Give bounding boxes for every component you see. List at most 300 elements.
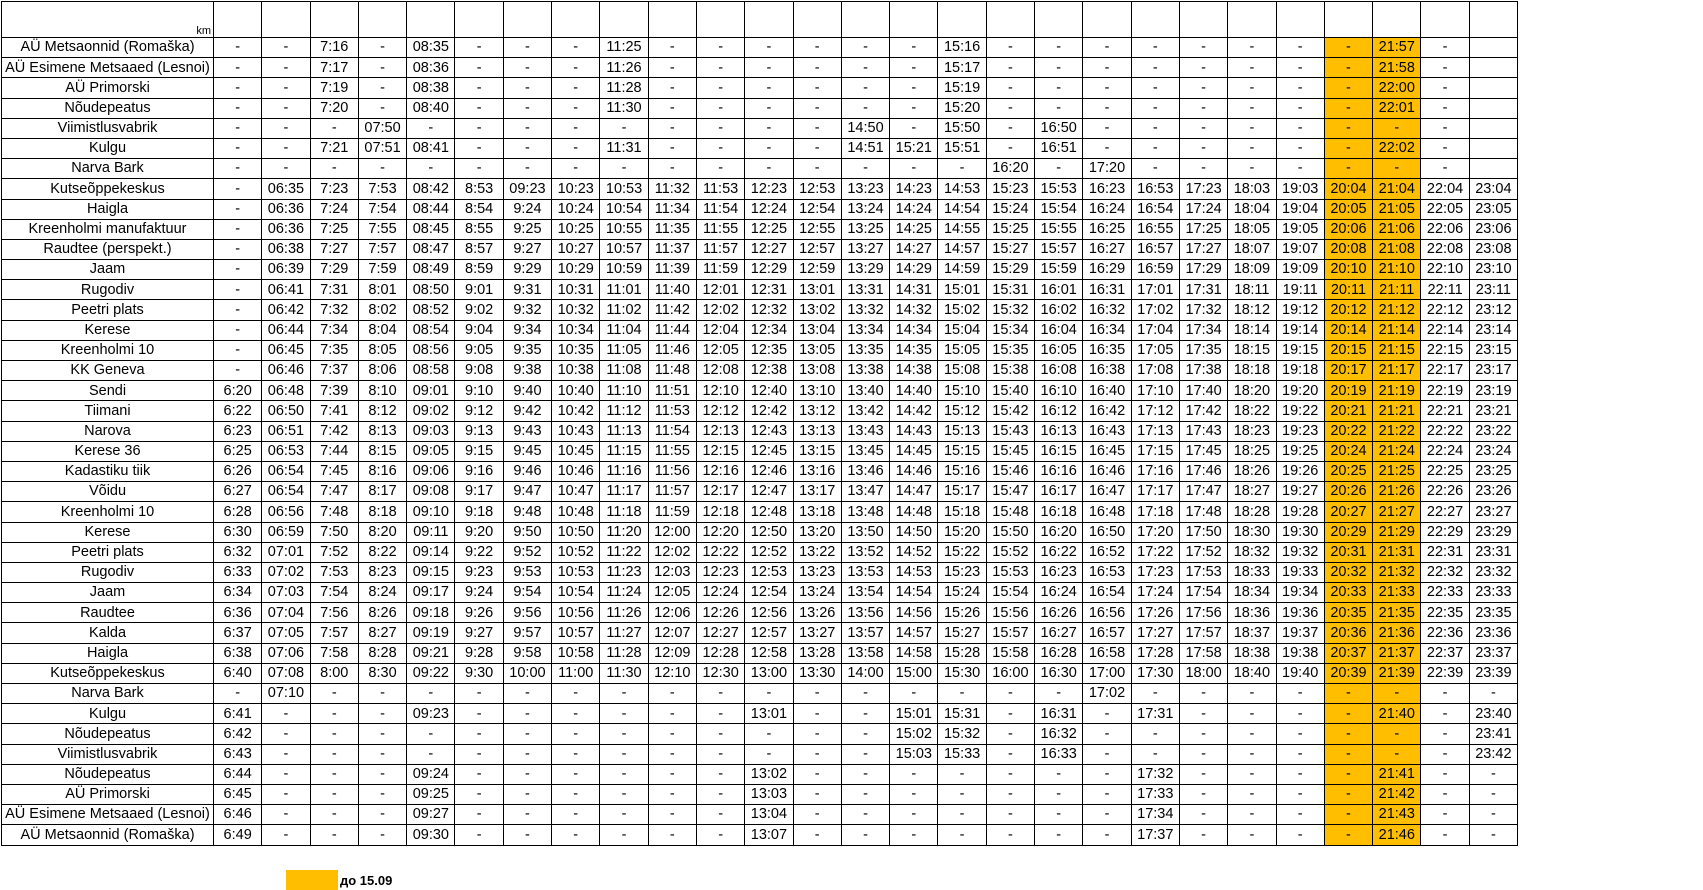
time-cell: -	[310, 118, 358, 138]
time-cell: -	[793, 784, 841, 804]
time-cell: -	[986, 684, 1034, 704]
time-cell: 15:19	[938, 78, 986, 98]
time-cell: -	[696, 784, 744, 804]
time-cell: 11:01	[600, 280, 648, 300]
time-cell: 8:20	[358, 522, 406, 542]
time-cell: 06:54	[262, 482, 310, 502]
stop-name: Kulgu	[2, 138, 214, 158]
time-cell: 20:31	[1324, 542, 1372, 562]
time-cell: 6:26	[214, 461, 262, 481]
header-cell	[986, 2, 1034, 38]
time-cell: -	[648, 138, 696, 158]
time-cell: 17:46	[1179, 461, 1227, 481]
time-cell: 20:32	[1324, 562, 1372, 582]
time-cell: -	[1373, 724, 1421, 744]
header-cell	[358, 2, 406, 38]
time-cell: 20:24	[1324, 441, 1372, 461]
table-row	[2, 159, 1518, 179]
time-cell: 7:57	[358, 239, 406, 259]
time-cell: 20:39	[1324, 663, 1372, 683]
time-cell: 16:32	[1035, 724, 1083, 744]
table-row	[2, 138, 1518, 158]
table-row	[2, 724, 1518, 744]
time-cell: 6:32	[214, 542, 262, 562]
time-cell: 23:08	[1469, 239, 1517, 259]
time-cell: 6:44	[214, 764, 262, 784]
header-cell	[600, 2, 648, 38]
time-cell: 21:58	[1373, 58, 1421, 78]
stop-name: Sendi	[2, 381, 214, 401]
time-cell: 7:45	[310, 461, 358, 481]
time-cell: 13:48	[841, 502, 889, 522]
time-cell: -	[745, 159, 793, 179]
time-cell: 15:01	[890, 704, 938, 724]
time-cell: 23:12	[1469, 300, 1517, 320]
time-cell: -	[1035, 98, 1083, 118]
time-cell: 11:05	[600, 340, 648, 360]
time-cell: 18:30	[1228, 522, 1276, 542]
time-cell	[1469, 58, 1517, 78]
time-cell: 22:06	[1421, 219, 1469, 239]
time-cell: 6:25	[214, 441, 262, 461]
time-cell: -	[1324, 784, 1372, 804]
time-cell: -	[1276, 138, 1324, 158]
time-cell: -	[455, 825, 503, 845]
time-cell: -	[1179, 118, 1227, 138]
time-cell: 19:23	[1276, 421, 1324, 441]
time-cell: 16:59	[1131, 260, 1179, 280]
time-cell: 06:45	[262, 340, 310, 360]
time-cell: 14:31	[890, 280, 938, 300]
time-cell: -	[793, 58, 841, 78]
time-cell: -	[552, 764, 600, 784]
time-cell: -	[1179, 98, 1227, 118]
time-cell: -	[1469, 825, 1517, 845]
time-cell: 15:18	[938, 502, 986, 522]
time-cell: -	[793, 138, 841, 158]
time-cell: 13:56	[841, 603, 889, 623]
time-cell: 16:15	[1035, 441, 1083, 461]
time-cell: 12:26	[696, 603, 744, 623]
time-cell: -	[986, 118, 1034, 138]
time-cell: -	[1083, 118, 1131, 138]
time-cell: 10:57	[600, 239, 648, 259]
time-cell: 21:25	[1373, 461, 1421, 481]
time-cell: 09:14	[407, 542, 455, 562]
time-cell: 15:38	[986, 361, 1034, 381]
time-cell: 22:01	[1373, 98, 1421, 118]
time-cell: -	[455, 138, 503, 158]
time-cell: -	[1421, 78, 1469, 98]
time-cell: 23:04	[1469, 179, 1517, 199]
time-cell: -	[455, 159, 503, 179]
time-cell: -	[358, 784, 406, 804]
time-cell: -	[938, 764, 986, 784]
time-cell: 6:23	[214, 421, 262, 441]
time-cell: -	[986, 38, 1034, 58]
time-cell: 21:08	[1373, 239, 1421, 259]
time-cell: 15:45	[986, 441, 1034, 461]
time-cell: 12:27	[745, 239, 793, 259]
time-cell: -	[552, 58, 600, 78]
time-cell: 13:28	[793, 643, 841, 663]
time-cell: 7:25	[310, 219, 358, 239]
time-cell: -	[1373, 744, 1421, 764]
time-cell: 11:10	[600, 381, 648, 401]
time-cell: 11:26	[600, 58, 648, 78]
time-cell: 17:28	[1131, 643, 1179, 663]
time-cell: 12:40	[745, 381, 793, 401]
time-cell: 19:36	[1276, 603, 1324, 623]
time-cell: 11:18	[600, 502, 648, 522]
time-cell: 20:19	[1324, 381, 1372, 401]
time-cell: -	[358, 704, 406, 724]
time-cell: 13:30	[793, 663, 841, 683]
table-row	[2, 58, 1518, 78]
time-cell: 16:25	[1083, 219, 1131, 239]
time-cell: 11:53	[696, 179, 744, 199]
time-cell: 14:56	[890, 603, 938, 623]
time-cell: 22:14	[1421, 320, 1469, 340]
time-cell: 22:15	[1421, 340, 1469, 360]
time-cell: -	[696, 159, 744, 179]
time-cell: -	[214, 78, 262, 98]
time-cell: 12:10	[648, 663, 696, 683]
time-cell: 10:31	[552, 280, 600, 300]
time-cell: -	[214, 118, 262, 138]
time-cell: -	[1421, 744, 1469, 764]
time-cell: 6:28	[214, 502, 262, 522]
time-cell: 17:50	[1179, 522, 1227, 542]
time-cell: 15:35	[986, 340, 1034, 360]
time-cell	[1469, 138, 1517, 158]
time-cell: 14:52	[890, 542, 938, 562]
time-cell: -	[1179, 724, 1227, 744]
time-cell: 16:08	[1035, 361, 1083, 381]
time-cell: 08:56	[407, 340, 455, 360]
time-cell: -	[214, 361, 262, 381]
time-cell: 09:18	[407, 603, 455, 623]
time-cell: 17:29	[1179, 260, 1227, 280]
time-cell: -	[1421, 118, 1469, 138]
time-cell: 8:22	[358, 542, 406, 562]
time-cell: 16:53	[1131, 179, 1179, 199]
time-cell: -	[1131, 78, 1179, 98]
time-cell: 16:53	[1083, 562, 1131, 582]
time-cell: 12:15	[696, 441, 744, 461]
table-row	[2, 219, 1518, 239]
time-cell: 7:53	[358, 179, 406, 199]
table-row	[2, 805, 1518, 825]
time-cell: 6:46	[214, 805, 262, 825]
time-cell: 11:12	[600, 401, 648, 421]
time-cell: 09:22	[407, 663, 455, 683]
header-cell	[1469, 2, 1517, 38]
time-cell: 15:51	[938, 138, 986, 158]
time-cell: 07:10	[262, 684, 310, 704]
time-cell: 15:23	[938, 562, 986, 582]
time-cell: 11:23	[600, 562, 648, 582]
time-cell: 17:00	[1083, 663, 1131, 683]
time-cell: 16:56	[1083, 603, 1131, 623]
time-cell: 11:48	[648, 361, 696, 381]
table-row	[2, 320, 1518, 340]
time-cell: 15:28	[938, 643, 986, 663]
time-cell: 08:40	[407, 98, 455, 118]
time-cell: 14:42	[890, 401, 938, 421]
time-cell: 23:26	[1469, 482, 1517, 502]
time-cell: 16:52	[1083, 542, 1131, 562]
time-cell: 21:43	[1373, 805, 1421, 825]
time-cell: 8:30	[358, 663, 406, 683]
table-row	[2, 78, 1518, 98]
time-cell: 13:03	[745, 784, 793, 804]
time-cell: 11:13	[600, 421, 648, 441]
time-cell: 9:42	[503, 401, 551, 421]
time-cell: -	[1228, 159, 1276, 179]
time-cell: 11:42	[648, 300, 696, 320]
time-cell: 17:35	[1179, 340, 1227, 360]
time-cell: -	[1421, 138, 1469, 158]
time-cell: 16:17	[1035, 482, 1083, 502]
time-cell: -	[1179, 704, 1227, 724]
time-cell: -	[1324, 38, 1372, 58]
header-cell	[1421, 2, 1469, 38]
time-cell: 22:05	[1421, 199, 1469, 219]
time-cell: 16:30	[1035, 663, 1083, 683]
time-cell: 07:05	[262, 623, 310, 643]
time-cell: 16:51	[1035, 138, 1083, 158]
time-cell: 8:54	[455, 199, 503, 219]
time-cell: 11:54	[648, 421, 696, 441]
time-cell	[1469, 159, 1517, 179]
time-cell: 17:54	[1179, 583, 1227, 603]
time-cell: -	[696, 764, 744, 784]
time-cell: 23:40	[1469, 704, 1517, 724]
time-cell: -	[1131, 38, 1179, 58]
stop-name: Kulgu	[2, 704, 214, 724]
table-row	[2, 179, 1518, 199]
time-cell: 14:59	[938, 260, 986, 280]
time-cell: 11:30	[600, 663, 648, 683]
time-cell: -	[503, 744, 551, 764]
time-cell: 09:30	[407, 825, 455, 845]
stop-name: Võidu	[2, 482, 214, 502]
time-cell: -	[1131, 684, 1179, 704]
time-cell: -	[890, 38, 938, 58]
time-cell: 21:17	[1373, 361, 1421, 381]
time-cell: -	[938, 784, 986, 804]
time-cell: -	[841, 78, 889, 98]
time-cell: 12:23	[696, 562, 744, 582]
time-cell: -	[214, 320, 262, 340]
time-cell: 16:32	[1083, 300, 1131, 320]
stop-name: Rugodiv	[2, 280, 214, 300]
legend	[286, 870, 392, 890]
time-cell: 7:59	[358, 260, 406, 280]
time-cell: 8:53	[455, 179, 503, 199]
stop-name: AÜ Metsaonnid (Romaška)	[2, 825, 214, 845]
time-cell: 8:10	[358, 381, 406, 401]
time-cell: 16:35	[1083, 340, 1131, 360]
time-cell: 23:15	[1469, 340, 1517, 360]
time-cell: 13:00	[745, 663, 793, 683]
time-cell: -	[696, 744, 744, 764]
table-row	[2, 583, 1518, 603]
time-cell: -	[214, 684, 262, 704]
time-cell: 8:12	[358, 401, 406, 421]
time-cell: -	[503, 724, 551, 744]
time-cell: 17:04	[1131, 320, 1179, 340]
time-cell: -	[1083, 724, 1131, 744]
stop-name: Nõudepeatus	[2, 724, 214, 744]
time-cell: -	[600, 805, 648, 825]
time-cell: 16:10	[1035, 381, 1083, 401]
time-cell: 22:21	[1421, 401, 1469, 421]
time-cell: -	[1276, 684, 1324, 704]
time-cell: 18:05	[1228, 219, 1276, 239]
time-cell: -	[1228, 744, 1276, 764]
time-cell: 07:06	[262, 643, 310, 663]
time-cell: 21:40	[1373, 704, 1421, 724]
header-cell	[1276, 2, 1324, 38]
time-cell: 14:23	[890, 179, 938, 199]
time-cell: 9:30	[455, 663, 503, 683]
time-cell: -	[1228, 764, 1276, 784]
time-cell: 7:16	[310, 38, 358, 58]
time-cell: 13:27	[793, 623, 841, 643]
time-cell: 23:37	[1469, 643, 1517, 663]
time-cell: -	[503, 38, 551, 58]
time-cell: 14:40	[890, 381, 938, 401]
legend-text: до 15.09	[340, 872, 393, 888]
time-cell: 9:04	[455, 320, 503, 340]
time-cell: -	[696, 704, 744, 724]
time-cell: -	[503, 138, 551, 158]
table-row	[2, 603, 1518, 623]
time-cell: 17:37	[1131, 825, 1179, 845]
time-cell: 14:32	[890, 300, 938, 320]
time-cell: -	[262, 38, 310, 58]
time-cell: 11:26	[600, 603, 648, 623]
time-cell: -	[310, 159, 358, 179]
table-row	[2, 118, 1518, 138]
time-cell: -	[1228, 138, 1276, 158]
time-cell: 21:37	[1373, 643, 1421, 663]
time-cell: 17:56	[1179, 603, 1227, 623]
header-cell	[793, 2, 841, 38]
time-cell: 07:51	[358, 138, 406, 158]
time-cell: -	[214, 300, 262, 320]
table-row	[2, 421, 1518, 441]
time-cell: 16:13	[1035, 421, 1083, 441]
time-cell: 15:27	[938, 623, 986, 643]
time-cell: -	[793, 118, 841, 138]
time-cell: 16:54	[1131, 199, 1179, 219]
time-cell: -	[1228, 724, 1276, 744]
time-cell: 20:21	[1324, 401, 1372, 421]
time-cell: 20:29	[1324, 522, 1372, 542]
time-cell: 13:24	[841, 199, 889, 219]
time-cell: -	[455, 744, 503, 764]
time-cell: -	[262, 744, 310, 764]
header-cell	[503, 2, 551, 38]
header-cell	[696, 2, 744, 38]
time-cell: 17:22	[1131, 542, 1179, 562]
time-cell: -	[552, 805, 600, 825]
time-cell: 12:46	[745, 461, 793, 481]
time-cell: -	[1131, 118, 1179, 138]
time-cell: -	[1035, 78, 1083, 98]
time-cell: 12:43	[745, 421, 793, 441]
time-cell: 13:07	[745, 825, 793, 845]
table-row	[2, 340, 1518, 360]
time-cell: 16:04	[1035, 320, 1083, 340]
time-cell: 7:58	[310, 643, 358, 663]
time-cell: 21:24	[1373, 441, 1421, 461]
time-cell: 11:35	[648, 219, 696, 239]
time-cell: -	[745, 118, 793, 138]
time-cell: -	[1131, 98, 1179, 118]
time-cell: 17:58	[1179, 643, 1227, 663]
time-cell: 16:43	[1083, 421, 1131, 441]
time-cell: -	[214, 239, 262, 259]
time-cell: 22:27	[1421, 502, 1469, 522]
time-cell: 8:55	[455, 219, 503, 239]
time-cell: -	[841, 764, 889, 784]
time-cell: 9:05	[455, 340, 503, 360]
time-cell: -	[890, 825, 938, 845]
time-cell: 11:51	[648, 381, 696, 401]
time-cell: -	[648, 744, 696, 764]
header-cell	[407, 2, 455, 38]
time-cell: 10:57	[552, 623, 600, 643]
time-cell: 20:08	[1324, 239, 1372, 259]
time-cell: 13:53	[841, 562, 889, 582]
time-cell: -	[1324, 118, 1372, 138]
time-cell: 12:45	[745, 441, 793, 461]
time-cell: 7:27	[310, 239, 358, 259]
time-cell: 10:24	[552, 199, 600, 219]
time-cell: 12:57	[745, 623, 793, 643]
time-cell: -	[938, 825, 986, 845]
time-cell: -	[696, 684, 744, 704]
time-cell: -	[1324, 805, 1372, 825]
time-cell: 22:08	[1421, 239, 1469, 259]
time-cell: 16:50	[1035, 118, 1083, 138]
time-cell: 9:56	[503, 603, 551, 623]
time-cell: 11:53	[648, 401, 696, 421]
time-cell: 18:22	[1228, 401, 1276, 421]
time-cell: 13:02	[793, 300, 841, 320]
time-cell: -	[793, 98, 841, 118]
time-cell: 13:34	[841, 320, 889, 340]
time-cell: 21:04	[1373, 179, 1421, 199]
time-cell: 19:18	[1276, 361, 1324, 381]
time-cell: 15:02	[938, 300, 986, 320]
time-cell: 21:36	[1373, 623, 1421, 643]
time-cell: 9:27	[455, 623, 503, 643]
time-cell: 9:27	[503, 239, 551, 259]
time-cell: 15:12	[938, 401, 986, 421]
time-cell: -	[648, 98, 696, 118]
time-cell: 18:04	[1228, 199, 1276, 219]
time-cell: -	[1083, 784, 1131, 804]
time-cell: 12:10	[696, 381, 744, 401]
stop-name: Kutseõppekeskus	[2, 179, 214, 199]
time-cell: 20:12	[1324, 300, 1372, 320]
time-cell: -	[1179, 764, 1227, 784]
